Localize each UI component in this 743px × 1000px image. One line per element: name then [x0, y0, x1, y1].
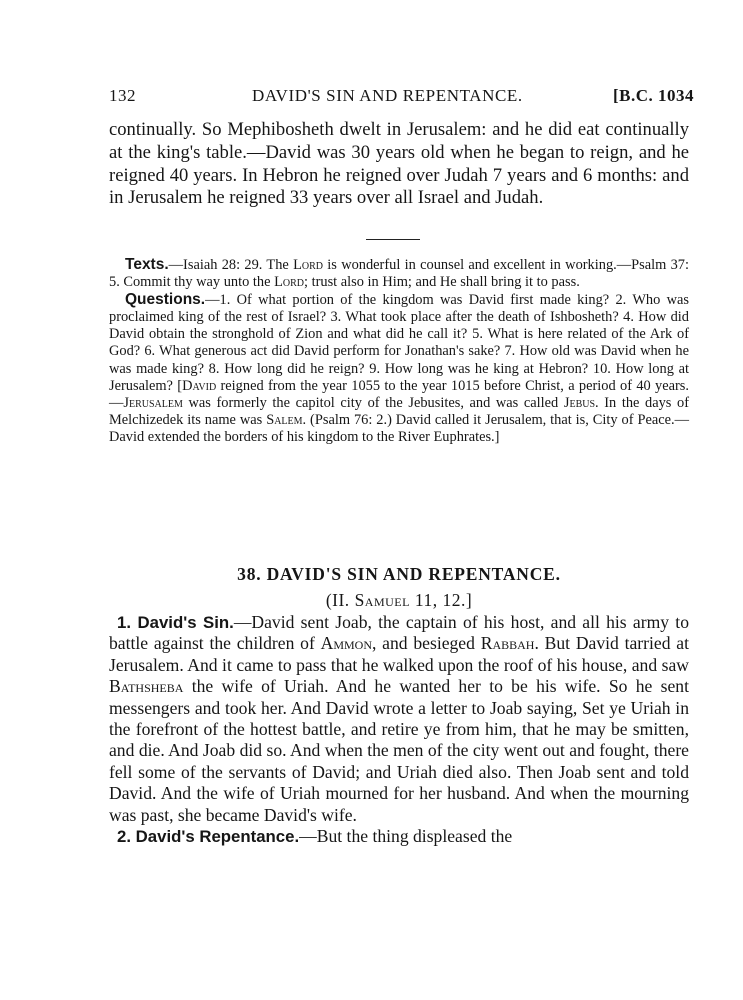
davids-repentance-label: 2. David's Repentance. — [117, 827, 300, 847]
texts-label: Texts. — [125, 256, 169, 273]
questions-paragraph: Questions.—1. Of what portion of the kingdom was David first made king? 2. Who was proclaimed king of the rest of Israel? 3. What took place after the death of Ishbosheth? 4. How did David obtain the stronghold of Zion and what did he call it? 5. What is here related of the Ark of God? 6. What generous act did David perform for Jonathan's sake? 7. How old was David when he was made king? 8. How long did he reign? 9. How long was he king at Hebron? 10. How long at Jerusalem? [David reigned from the year 1055 to the year 1015 before Christ, a period of 40 years.—Jerusalem was formerly the capitol city of the Jebusites, and was called Jebus. In the days of Melchizedek its name was Salem. (Psalm 76: 2.) David called it Jerusalem, that is, City of Peace.—David extended the borders of his kingdom to the River Euphrates.] — [109, 291, 689, 445]
running-title: DAVID'S SIN AND REPENTANCE. — [252, 86, 523, 105]
lesson-body — [109, 612, 689, 847]
scripture-reference: (II. Samuel 11, 12.] — [325, 590, 473, 610]
page-number: 132 — [109, 86, 136, 105]
section-title: 38. DAVID'S SIN AND REPENTANCE. — [237, 564, 561, 584]
davids-sin-label: 1. David's Sin. — [117, 613, 234, 632]
study-notes — [109, 256, 689, 446]
continuation-paragraph: continually. So Mephibosheth dwelt in Jerusalem: and he did eat continually at the king's table.—David was 30 years old when he began to reign, and he reigned 40 years. In Hebron he reigned over Judah 7 years and 6 months: and in Jerusalem he reigned 33 years over all Israel and Judah. — [109, 119, 689, 209]
era-label: [B.C. 1034 — [612, 86, 694, 105]
page-header — [109, 86, 694, 112]
section-divider — [366, 239, 420, 240]
texts-paragraph: Texts.—Isaiah 28: 29. The Lord is wonderful in counsel and excellent in working.—Psalm 37: 5. Commit thy way unto the Lord; trust also in Him; and He shall bring it to pass. — [109, 256, 689, 291]
paragraph-davids-sin: 1. David's Sin.—David sent Joab, the captain of his host, and all his army to battle against the children of Ammon, and besieged Rabbah. But David tarried at Jerusalem. And it came to pass that he walked upon the roof of his house, and saw Bathsheba the wife of Uriah. And he wanted her to be his wife. So he sent messengers and took her. And David wrote a letter to Joab saying, Set ye Uriah in the forefront of the hottest battle, and retire ye from him, that he may be smitten, and die. And Joab did so. And when the men of the city went out and fought, there fell some of the servants of David; and Uriah died also. Then Joab sent and told David. And the wife of Uriah mourned for her husband. And when the mourning was past, she became David's wife. — [109, 612, 689, 825]
questions-label: Questions. — [125, 291, 206, 309]
paragraph-davids-repentance: 2. David's Repentance.—But the thing displeased the — [117, 826, 513, 847]
